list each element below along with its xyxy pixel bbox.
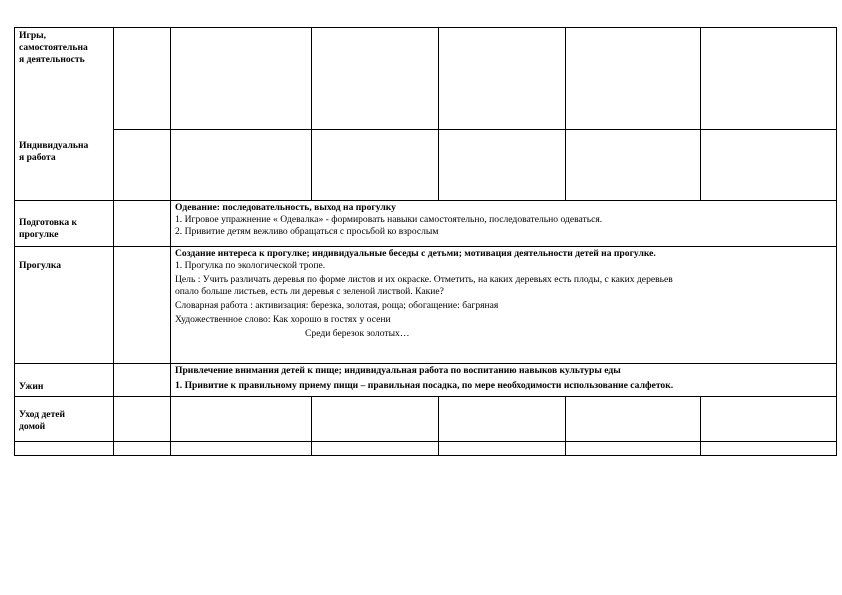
- table-row: [15, 130, 837, 201]
- walk-line: опало больше листьев, есть ли деревья с зеленой листвой. Какие?: [175, 286, 444, 297]
- empty-cell: [114, 130, 171, 201]
- empty-cell: [171, 397, 312, 442]
- empty-cell: [15, 442, 114, 456]
- empty-cell: [114, 442, 171, 456]
- prep-walk-content: [171, 201, 837, 247]
- row-label-prep-walk: [15, 201, 114, 247]
- walk-label: Прогулка: [19, 260, 62, 271]
- empty-cell: [312, 130, 439, 201]
- dinner-line: 1. Привитие к правильному приему пищи – правильная посадка, по мере необходимости использование салфеток.: [175, 380, 674, 391]
- row-label-games: Игры, самостоятельна я деятельность: [19, 30, 88, 65]
- empty-cell: [171, 28, 312, 130]
- empty-cell: [566, 397, 701, 442]
- table-row: [15, 442, 837, 456]
- walk-line: Цель : Учить различать деревья по форме листов и их окраске. Отметить, на каких деревьях есть плоды, с каких деревьев: [175, 274, 673, 285]
- empty-cell: [439, 442, 566, 456]
- empty-cell: [312, 442, 439, 456]
- empty-cell: [312, 397, 439, 442]
- prep-walk-line: Одевание: последовательность, выход на прогулку: [175, 202, 396, 213]
- dinner-content: [171, 364, 837, 397]
- table-row: [15, 28, 837, 130]
- empty-cell: [114, 28, 171, 130]
- empty-cell: [114, 397, 171, 442]
- empty-cell: [114, 201, 171, 247]
- table-row: [15, 247, 837, 364]
- going-home-label: Уход детей домой: [19, 409, 66, 432]
- prep-walk-line: 1. Игровое упражнение « Одевалка» - формировать навыки самостоятельно, последовательно одеваться.: [175, 214, 603, 225]
- empty-cell: [566, 130, 701, 201]
- dinner-line: Привлечение внимания детей к пище; индивидуальная работа по воспитанию навыков культуры еды: [175, 365, 621, 376]
- empty-cell: [439, 28, 566, 130]
- daily-plan-table: [14, 27, 837, 456]
- table-row: [15, 364, 837, 397]
- empty-cell: [312, 28, 439, 130]
- empty-cell: [114, 364, 171, 397]
- empty-cell: [566, 28, 701, 130]
- table-row: [15, 201, 837, 247]
- prep-walk-line: 2. Привитие детям вежливо обращаться с просьбой ко взрослым: [175, 226, 439, 237]
- walk-content: [171, 247, 837, 364]
- empty-cell: [439, 397, 566, 442]
- row-label-individual: Индивидуальна я работа: [19, 140, 89, 163]
- empty-cell: [114, 247, 171, 364]
- empty-cell: [701, 130, 837, 201]
- prep-walk-label: Подготовка к прогулке: [19, 217, 78, 240]
- walk-line: Создание интереса к прогулке; индивидуальные беседы с детьми; мотивация деятельности детей на прогулке.: [175, 248, 656, 259]
- walk-line: Словарная работа : активизация: березка, золотая, роща; обогащение: багряная: [175, 300, 499, 311]
- row-label-dinner: [15, 364, 114, 397]
- dinner-label: Ужин: [19, 381, 44, 392]
- row-label-walk: [15, 247, 114, 364]
- empty-cell: [171, 442, 312, 456]
- empty-cell: [701, 442, 837, 456]
- table-row: [15, 397, 837, 442]
- empty-cell: [566, 442, 701, 456]
- walk-line: 1. Прогулка по экологической тропе.: [175, 260, 326, 271]
- label-games-individual: [15, 28, 114, 201]
- row-label-going-home: [15, 397, 114, 442]
- empty-cell: [439, 130, 566, 201]
- empty-cell: [171, 130, 312, 201]
- empty-cell: [701, 397, 837, 442]
- empty-cell: [701, 28, 837, 130]
- walk-line: Художественное слово: Как хорошо в гостях у осени: [175, 314, 391, 325]
- walk-line: Среди березок золотых…: [305, 328, 410, 339]
